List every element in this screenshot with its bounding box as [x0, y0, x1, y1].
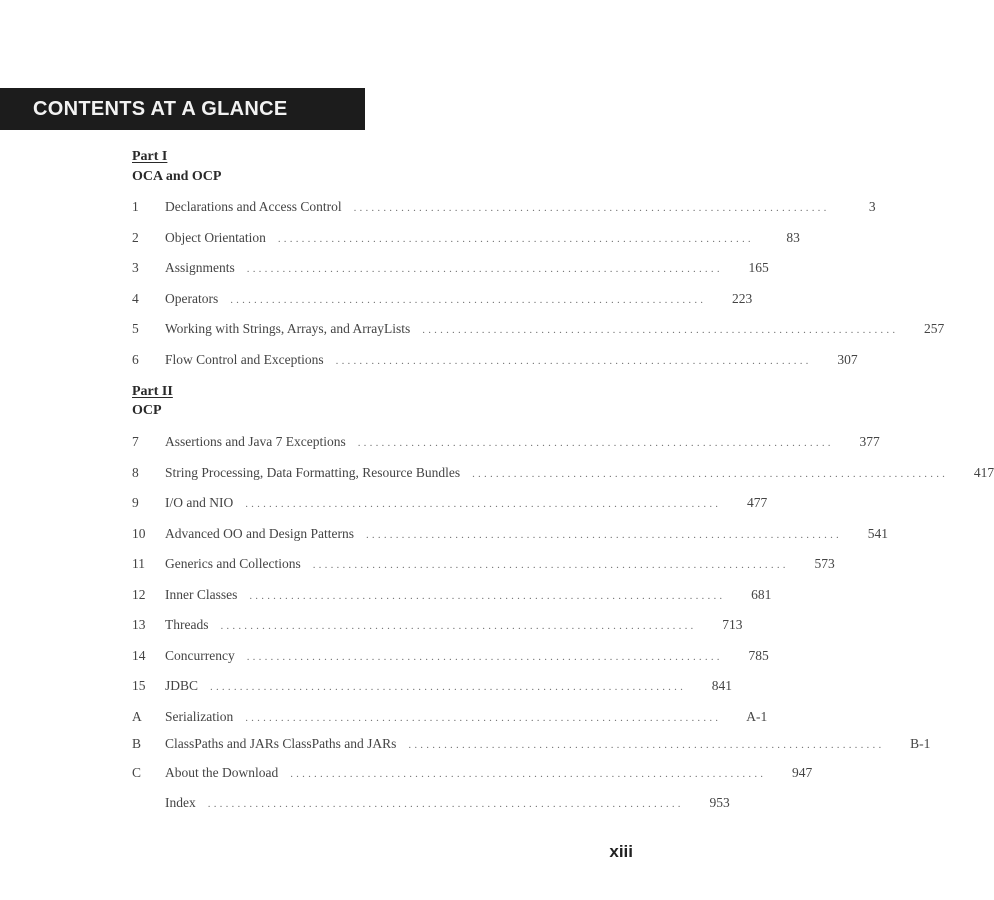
page-reference: 257 — [924, 321, 945, 336]
dot-leader: ................................................................................ — [246, 263, 723, 275]
dot-leader: ................................................................................ — [365, 528, 842, 541]
chapter-number: 13 — [132, 617, 146, 632]
chapter-number: 8 — [132, 464, 139, 480]
chapter-title: Generics and Collections — [165, 556, 301, 571]
dot-leader: ................................................................................ — [220, 620, 697, 632]
toc-entry[interactable] — [132, 525, 888, 546]
chapter-title: Assertions and Java 7 Exceptions — [165, 434, 346, 449]
dot-leader: ................................................................................ — [353, 202, 830, 214]
dot-leader: ................................................................................ — [357, 437, 834, 449]
toc-entry[interactable] — [132, 708, 768, 729]
chapter-title: About the Download — [165, 764, 279, 780]
page-reference: 377 — [859, 434, 880, 449]
chapter-title: Operators — [165, 290, 219, 306]
page-reference: 307 — [837, 351, 858, 367]
chapter-title: I/O and NIO — [165, 495, 234, 510]
chapter-title: Serialization — [165, 708, 234, 724]
dot-leader: ................................................................................ — [246, 650, 723, 663]
dot-leader: ................................................................................ — [290, 767, 767, 780]
page-reference: 541 — [867, 525, 888, 541]
toc-entry[interactable] — [132, 617, 743, 637]
dot-leader: ................................................................................ — [408, 739, 885, 751]
page-title: CONTENTS AT A GLANCE — [33, 98, 288, 120]
toc-entry[interactable] — [132, 586, 772, 607]
chapter-number: 3 — [132, 260, 139, 275]
dot-leader: ................................................................................ — [245, 498, 722, 510]
chapter-number: 11 — [132, 556, 145, 571]
chapter-title: Assignments — [165, 260, 235, 275]
toc-entry[interactable] — [132, 464, 994, 485]
chapter-number: C — [132, 764, 142, 780]
chapter-number: 2 — [132, 229, 139, 245]
toc-entry[interactable] — [132, 434, 880, 454]
chapter-number: 1 — [132, 199, 139, 214]
page-number: xiii — [609, 842, 633, 861]
toc-entry[interactable] — [132, 229, 800, 250]
chapter-number: 5 — [132, 321, 139, 336]
chapter-number: 14 — [132, 647, 146, 663]
toc-entry[interactable] — [132, 199, 876, 219]
toc-entry[interactable] — [132, 736, 931, 756]
dot-leader: ................................................................................ — [207, 798, 684, 810]
chapter-number: 4 — [132, 290, 139, 306]
page-reference: 841 — [711, 678, 733, 693]
dot-leader: ................................................................................ — [335, 354, 812, 367]
toc-entry[interactable] — [132, 795, 730, 815]
dot-leader: ................................................................................ — [422, 324, 899, 336]
chapter-title: Concurrency — [165, 647, 235, 663]
toc-entry[interactable] — [132, 556, 835, 576]
chapter-title: String Processing, Data Formatting, Resource Bundles — [165, 464, 461, 480]
page-reference: 3 — [868, 199, 876, 214]
page-reference: 785 — [748, 647, 769, 663]
chapter-number: 10 — [132, 525, 146, 541]
toc-entry[interactable] — [132, 678, 733, 698]
dot-leader: ................................................................................ — [245, 711, 722, 724]
page-reference: 223 — [731, 290, 753, 306]
toc-entry[interactable] — [132, 321, 945, 341]
chapter-number: 6 — [132, 351, 139, 367]
chapter-number: 9 — [132, 495, 139, 510]
chapter-title: Index — [165, 795, 196, 810]
chapter-number: A — [132, 708, 142, 724]
chapter-title: JDBC — [165, 678, 199, 693]
chapter-title: Object Orientation — [165, 229, 266, 245]
chapter-title: Flow Control and Exceptions — [165, 351, 324, 367]
page-reference: 573 — [814, 556, 835, 571]
part-title: OCA and OCP — [132, 169, 222, 184]
part-label: Part II — [132, 384, 173, 399]
part-title: OCP — [132, 403, 162, 418]
dot-leader: ................................................................................ — [277, 232, 754, 245]
page-reference: A-1 — [746, 708, 768, 724]
chapter-title: Threads — [165, 617, 209, 632]
chapter-number: 15 — [132, 678, 146, 693]
toc-entry[interactable] — [132, 351, 858, 372]
dot-leader: ................................................................................ — [230, 293, 707, 306]
page-reference: 477 — [746, 495, 768, 510]
chapter-number: 12 — [132, 586, 146, 602]
page-reference: 83 — [786, 229, 800, 245]
part-label: Part I — [132, 149, 168, 164]
toc-entry[interactable] — [132, 260, 769, 280]
dot-leader: ................................................................................ — [472, 467, 949, 480]
page-reference: 681 — [751, 586, 772, 602]
dot-leader: ................................................................................ — [249, 589, 726, 602]
toc-entry[interactable] — [132, 647, 769, 668]
page-reference: 953 — [709, 795, 730, 810]
chapter-title: Declarations and Access Control — [165, 199, 342, 214]
page-reference: 947 — [791, 764, 813, 780]
page-reference: B-1 — [910, 736, 931, 751]
contents-banner — [0, 88, 365, 130]
page-reference: 713 — [722, 617, 743, 632]
chapter-title: Inner Classes — [165, 586, 238, 602]
chapter-title: ClassPaths and JARs ClassPaths and JARs — [165, 736, 397, 751]
page-reference: 417 — [973, 464, 994, 480]
dot-leader: ................................................................................ — [210, 681, 687, 693]
toc-entry[interactable] — [132, 764, 813, 785]
toc-entry[interactable] — [132, 290, 753, 311]
page-reference: 165 — [748, 260, 769, 275]
dot-leader: ................................................................................ — [312, 559, 789, 571]
chapter-title: Advanced OO and Design Patterns — [165, 525, 354, 541]
chapter-number: B — [132, 736, 142, 751]
toc-entry[interactable] — [132, 495, 768, 515]
chapter-title: Working with Strings, Arrays, and ArrayLists — [165, 321, 411, 336]
chapter-number: 7 — [132, 434, 139, 449]
